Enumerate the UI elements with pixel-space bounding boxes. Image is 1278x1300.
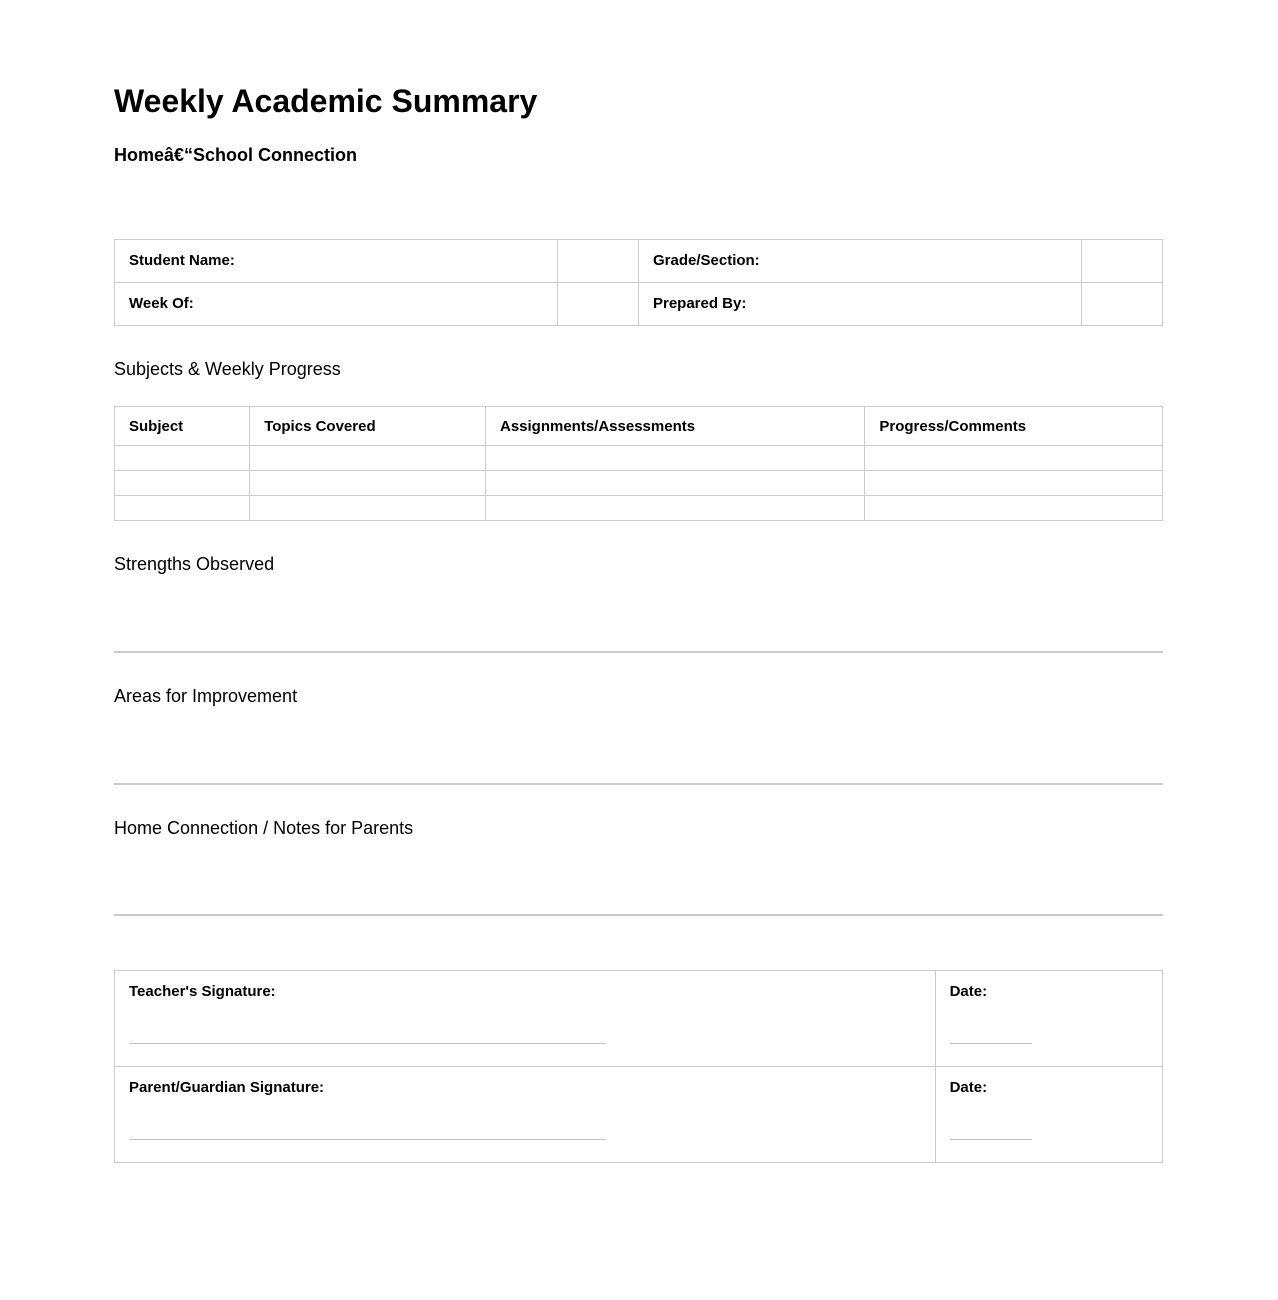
grade-section-label: Grade/Section: bbox=[638, 239, 1081, 282]
parent-date-line[interactable] bbox=[950, 1139, 1032, 1140]
teacher-date-cell bbox=[935, 971, 1162, 1067]
subject-cell[interactable] bbox=[115, 471, 250, 496]
subjects-empty-row bbox=[115, 446, 1163, 471]
assignments-cell[interactable] bbox=[485, 446, 864, 471]
topics-covered-cell[interactable] bbox=[250, 446, 486, 471]
strengths-notes-area[interactable] bbox=[114, 575, 1163, 653]
parent-signature-line[interactable] bbox=[129, 1139, 606, 1140]
teacher-signature-row bbox=[115, 971, 1163, 1067]
progress-cell[interactable] bbox=[865, 496, 1163, 521]
subject-cell[interactable] bbox=[115, 496, 250, 521]
week-of-value[interactable] bbox=[558, 282, 639, 325]
page-subtitle: Homeâ€“School Connection bbox=[114, 144, 358, 165]
assignments-cell[interactable] bbox=[485, 496, 864, 521]
topics-covered-cell[interactable] bbox=[250, 496, 486, 521]
assignments-cell[interactable] bbox=[485, 471, 864, 496]
student-name-label: Student Name: bbox=[115, 239, 558, 282]
topics-covered-column-header: Topics Covered bbox=[250, 407, 486, 446]
subject-column-header: Subject bbox=[115, 407, 250, 446]
home-connection-heading: Home Connection / Notes for Parents bbox=[114, 817, 414, 838]
subjects-header-row bbox=[115, 407, 1163, 446]
parent-signature-label: Parent/Guardian Signature: bbox=[129, 1079, 325, 1097]
teacher-signature-line[interactable] bbox=[129, 1043, 606, 1044]
teacher-date-label: Date: bbox=[949, 983, 988, 1001]
grade-section-value[interactable] bbox=[1082, 239, 1163, 282]
signature-table bbox=[114, 970, 1163, 1163]
parent-signature-row bbox=[115, 1067, 1163, 1163]
teacher-signature-label: Teacher's Signature: bbox=[129, 983, 276, 1001]
subjects-empty-row bbox=[115, 471, 1163, 496]
improvement-notes-area[interactable] bbox=[114, 707, 1163, 785]
teacher-date-line[interactable] bbox=[950, 1043, 1032, 1044]
prepared-by-value[interactable] bbox=[1082, 282, 1163, 325]
student-name-value[interactable] bbox=[558, 239, 639, 282]
teacher-signature-cell bbox=[115, 971, 936, 1067]
strengths-heading: Strengths Observed bbox=[114, 554, 275, 575]
subjects-section-heading: Subjects & Weekly Progress bbox=[114, 358, 341, 379]
info-row-2 bbox=[115, 282, 1163, 325]
progress-column-header: Progress/Comments bbox=[865, 407, 1163, 446]
home-connection-notes-area[interactable] bbox=[114, 838, 1163, 916]
student-info-table bbox=[114, 239, 1163, 326]
page-title: Weekly Academic Summary bbox=[114, 83, 538, 119]
document-page bbox=[114, 85, 1163, 1163]
prepared-by-label: Prepared By: bbox=[638, 282, 1081, 325]
parent-signature-cell bbox=[115, 1067, 936, 1163]
progress-cell[interactable] bbox=[865, 471, 1163, 496]
subjects-empty-row bbox=[115, 496, 1163, 521]
progress-cell[interactable] bbox=[865, 446, 1163, 471]
improvement-heading: Areas for Improvement bbox=[114, 685, 298, 706]
info-row-1 bbox=[115, 239, 1163, 282]
parent-date-cell bbox=[935, 1067, 1162, 1163]
subject-cell[interactable] bbox=[115, 446, 250, 471]
topics-covered-cell[interactable] bbox=[250, 471, 486, 496]
parent-date-label: Date: bbox=[949, 1079, 988, 1097]
week-of-label: Week Of: bbox=[115, 282, 558, 325]
assignments-column-header: Assignments/Assessments bbox=[485, 407, 864, 446]
subjects-table bbox=[114, 406, 1163, 521]
